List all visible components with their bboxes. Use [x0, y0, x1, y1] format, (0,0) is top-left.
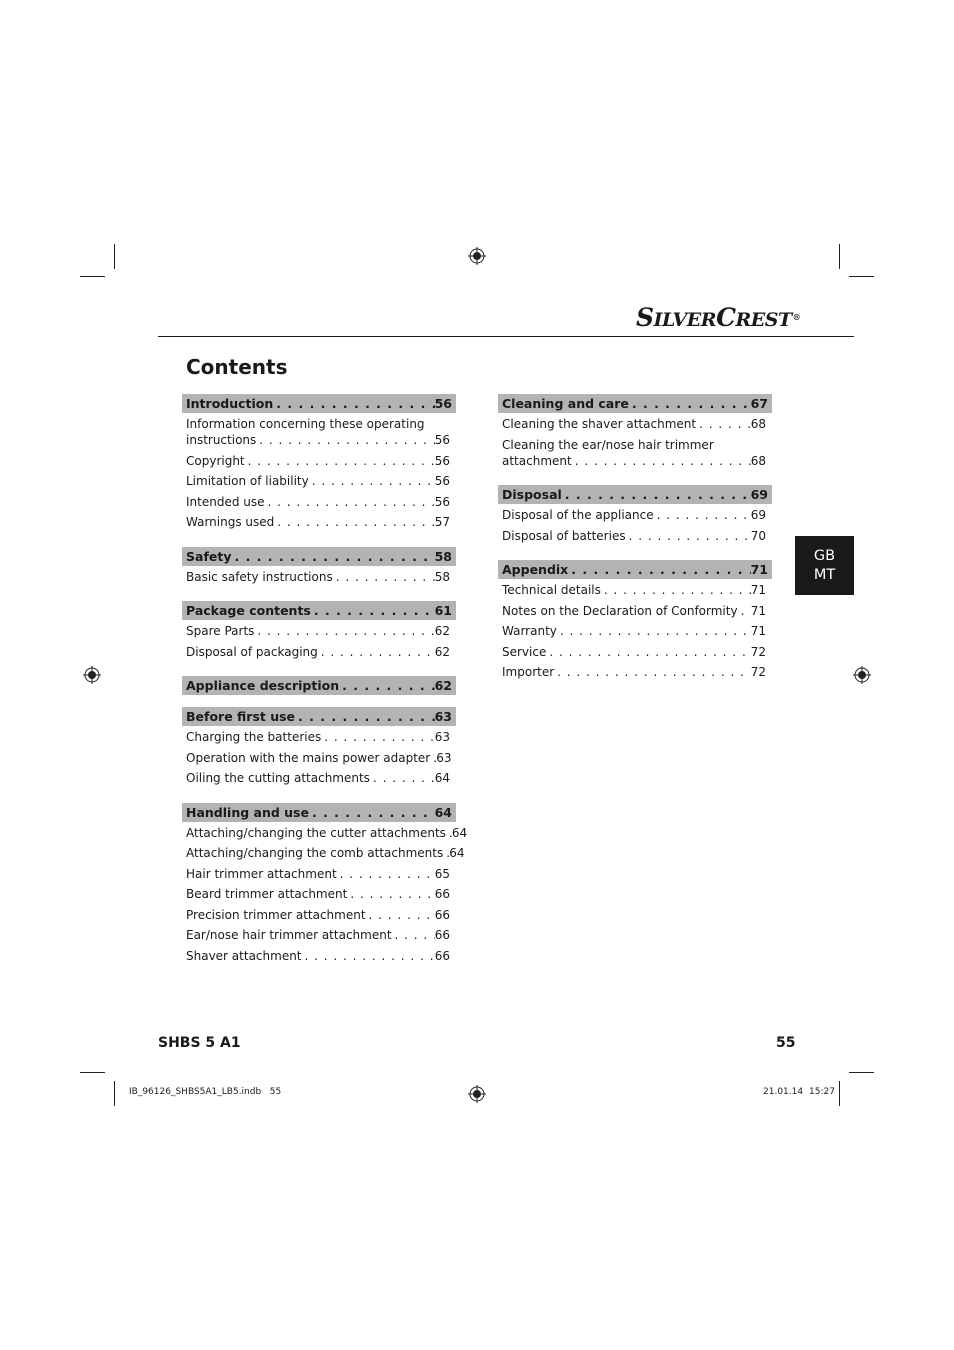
toc-entry[interactable]: [186, 845, 465, 861]
crop-mark: [839, 244, 840, 269]
toc-entry[interactable]: [186, 866, 450, 882]
language-tab: [795, 536, 854, 595]
toc-entry-title: Technical details: [502, 583, 601, 597]
toc-section-page: 71: [750, 562, 768, 577]
toc-entry-title: Notes on the Declaration of Conformity: [502, 603, 738, 618]
toc-entry-title: Intended use: [186, 494, 265, 509]
dot-leader: [273, 396, 434, 411]
dot-leader: [562, 487, 751, 502]
toc-entry-page: 68: [750, 453, 766, 468]
toc-entry-list: [182, 822, 468, 964]
section-gap: [182, 589, 456, 601]
toc-entry[interactable]: [186, 644, 450, 660]
toc-entry-page: 64: [434, 771, 450, 785]
toc-entry-page: 72: [750, 665, 766, 679]
dot-leader: [601, 582, 751, 598]
crop-mark: [114, 1081, 115, 1106]
dot-leader: [245, 453, 435, 469]
toc-entry-list: [182, 620, 456, 660]
dot-leader: [568, 562, 750, 577]
toc-entry-page: 64: [449, 846, 465, 860]
toc-section-page: 58: [434, 548, 452, 564]
dot-leader: [309, 473, 435, 489]
page-number: 55: [776, 1035, 796, 1051]
toc-entry-title-line1: Cleaning the ear/nose hair trimmer: [502, 437, 714, 452]
toc-section-title: Before first use: [186, 709, 296, 724]
dot-leader: [392, 927, 435, 943]
toc-entry-page: 66: [434, 887, 450, 901]
toc-entry-title: Precision trimmer attachment: [186, 907, 366, 922]
toc-entry-page: 56: [434, 494, 450, 509]
toc-entry-page: 56: [434, 474, 450, 488]
registration-mark-icon: [468, 247, 486, 265]
toc-entry[interactable]: [186, 623, 450, 639]
toc-entry-title: Cleaning the shaver attachment: [502, 417, 697, 431]
toc-entry-page: 71: [750, 603, 766, 618]
dot-leader: [347, 886, 434, 902]
toc-section-heading[interactable]: [498, 394, 772, 413]
toc-entry-title: Operation with the mains power adapter: [186, 750, 431, 765]
dot-leader: [339, 678, 434, 693]
toc-entry-title: Warnings used: [186, 515, 275, 529]
toc-entry[interactable]: [502, 623, 766, 639]
toc-entry[interactable]: [502, 664, 766, 680]
dot-leader: [256, 432, 434, 448]
logo-text: ILVER: [653, 309, 717, 331]
toc-entry-title: Attaching/changing the cutter attachments: [186, 825, 446, 840]
section-gap: [498, 473, 772, 485]
toc-entry[interactable]: [502, 528, 766, 544]
toc-entry-list: [498, 579, 772, 680]
toc-entry-list: [182, 566, 456, 585]
toc-entry-title: Charging the batteries: [186, 730, 322, 744]
toc-entry-title: Disposal of batteries: [502, 528, 626, 543]
toc-section-title: Appliance description: [186, 678, 340, 693]
section-gap: [498, 548, 772, 560]
toc-entry-page: 56: [434, 453, 450, 468]
toc-entry-page: 66: [434, 907, 450, 922]
toc-entry-page: 64: [451, 825, 468, 840]
slug-file: IB_96126_SHBS5A1_LB5.indb 55: [129, 1087, 282, 1097]
toc-entry[interactable]: [186, 927, 450, 943]
toc-section-title: Safety: [186, 548, 232, 564]
toc-entry[interactable]: [186, 569, 450, 585]
page-title: Contents: [186, 355, 288, 379]
toc-section-heading[interactable]: [498, 485, 772, 504]
dot-leader: [318, 644, 435, 660]
dot-leader: [337, 866, 435, 882]
toc-entry-list: [498, 413, 772, 469]
dot-leader: [557, 623, 751, 639]
dot-leader: [696, 416, 751, 432]
toc-entry[interactable]: [502, 603, 766, 619]
toc-section-page: 63: [434, 709, 452, 724]
toc-entry-title: Disposal of the appliance: [502, 508, 654, 522]
toc-section-heading[interactable]: [182, 394, 456, 413]
section-gap: [182, 791, 456, 803]
toc-section-heading[interactable]: [182, 547, 456, 566]
section-gap: [182, 695, 456, 707]
toc-entry-title-line2: instructions: [186, 433, 257, 447]
registration-mark-icon: [468, 1085, 486, 1103]
dot-leader: [546, 644, 750, 660]
dot-leader: [254, 623, 434, 639]
brand-logo: [636, 303, 800, 332]
toc-entry[interactable]: [186, 473, 450, 489]
toc-entry-page: 62: [434, 644, 450, 659]
toc-entry[interactable]: [186, 750, 450, 766]
language-code: GB: [813, 548, 836, 564]
toc-section-heading[interactable]: [182, 601, 456, 620]
toc-entry[interactable]: [186, 453, 450, 469]
toc-entry[interactable]: [186, 948, 450, 964]
toc-entry-page: 62: [434, 624, 450, 638]
dot-leader: [654, 507, 751, 523]
toc-right-column: [498, 394, 772, 685]
toc-entry-page: 63: [434, 730, 450, 744]
toc-entry-title: Disposal of packaging: [186, 644, 318, 659]
toc-entry[interactable]: [186, 886, 450, 902]
toc-entry[interactable]: [502, 416, 766, 432]
logo-text: REST: [735, 309, 792, 331]
dot-leader: [274, 514, 434, 530]
toc-entry[interactable]: [186, 770, 450, 786]
language-code: MT: [813, 567, 836, 583]
toc-entry-title: Hair trimmer attachment: [186, 866, 337, 881]
header-rule: [158, 336, 854, 337]
toc-entry[interactable]: [502, 437, 766, 469]
toc-entry-page: 68: [750, 417, 766, 431]
registration-mark-icon: [83, 666, 101, 684]
dot-leader: [309, 805, 435, 820]
dot-leader: [295, 709, 435, 724]
toc-entry-list: [498, 504, 772, 544]
toc-entry-title: Basic safety instructions: [186, 569, 333, 584]
toc-section-page: 67: [750, 396, 768, 411]
toc-section-title: Package contents: [186, 603, 311, 618]
slug-date: 21.01.14: [763, 1087, 804, 1097]
toc-entry[interactable]: [502, 507, 766, 523]
section-gap: [182, 664, 456, 676]
toc-entry-title: Shaver attachment: [186, 948, 302, 963]
dot-leader: [554, 664, 751, 680]
toc-entry-page: 56: [434, 433, 450, 447]
dot-leader: [572, 453, 751, 469]
toc-entry-title: Spare Parts: [186, 624, 255, 638]
toc-section-heading[interactable]: [182, 803, 456, 822]
dot-leader: [265, 494, 435, 510]
dot-leader: [333, 569, 435, 585]
toc-entry-page: 69: [750, 508, 766, 522]
toc-entry-page: 72: [750, 644, 766, 659]
logo-letter: S: [636, 303, 654, 332]
slug-time: 15:27: [809, 1087, 835, 1097]
toc-entry[interactable]: [502, 582, 766, 598]
toc-section-heading[interactable]: [182, 676, 456, 695]
toc-entry-title: Attaching/changing the comb attachments: [186, 846, 444, 860]
dot-leader: [629, 396, 751, 411]
registered-mark: ®: [792, 311, 801, 322]
toc-entry[interactable]: [502, 644, 766, 660]
section-gap: [182, 535, 456, 547]
toc-section-page: 62: [434, 678, 452, 693]
toc-entry-page: 65: [434, 866, 450, 881]
toc-section-title: Introduction: [186, 396, 274, 411]
toc-entry-title: Copyright: [186, 453, 245, 468]
dot-leader: [302, 948, 435, 964]
toc-section-title: Handling and use: [186, 804, 309, 820]
dot-leader: [366, 907, 435, 923]
toc-entry-title: Importer: [502, 665, 555, 679]
toc-section-page: 61: [434, 603, 452, 618]
toc-entry-page: 57: [434, 515, 450, 529]
toc-section-title: Appendix: [502, 562, 569, 577]
toc-entry-list: [182, 726, 456, 786]
toc-entry-page: 58: [434, 569, 450, 584]
registration-mark-icon: [853, 666, 871, 684]
dot-leader: [321, 729, 434, 745]
toc-section-heading[interactable]: [182, 707, 456, 726]
dot-leader: [738, 603, 751, 619]
toc-entry-list: [182, 413, 456, 530]
toc-entry[interactable]: [186, 494, 450, 510]
toc-entry-page: 66: [434, 928, 450, 942]
dot-leader: [626, 528, 751, 544]
toc-entry[interactable]: [186, 514, 450, 530]
toc-entry-title: Beard trimmer attachment: [186, 887, 348, 901]
toc-section-title: Disposal: [502, 487, 562, 502]
toc-entry-line2: [502, 453, 766, 469]
toc-entry-page: 71: [750, 583, 766, 597]
toc-entry-page: 70: [750, 528, 766, 543]
toc-entry-title-line2: attachment: [502, 453, 572, 468]
model-number: SHBS 5 A1: [158, 1035, 241, 1051]
crop-mark: [839, 1081, 840, 1106]
crop-mark: [849, 1072, 874, 1073]
toc-section-heading[interactable]: [498, 560, 772, 579]
toc-entry[interactable]: [186, 416, 450, 448]
toc-section-page: 64: [434, 804, 452, 820]
toc-entry[interactable]: [186, 825, 468, 841]
dot-leader: [370, 770, 435, 786]
toc-section-title: Cleaning and care: [502, 396, 629, 411]
toc-entry-title: Ear/nose hair trimmer attachment: [186, 928, 392, 942]
dot-leader: [231, 549, 434, 564]
toc-entry-page: 63: [436, 750, 452, 765]
crop-mark: [80, 276, 105, 277]
toc-entry-line2: [186, 432, 450, 448]
toc-left-column: [182, 394, 468, 968]
toc-entry-title: Warranty: [502, 624, 557, 638]
toc-entry-page: 66: [434, 948, 450, 963]
toc-entry-title: Service: [502, 644, 547, 659]
crop-mark: [114, 244, 115, 269]
crop-mark: [849, 276, 874, 277]
toc-entry-title-line1: Information concerning these operating: [186, 417, 425, 431]
toc-entry[interactable]: [186, 907, 450, 923]
toc-entry-title: Oiling the cutting attachments: [186, 771, 370, 785]
toc-section-page: 56: [434, 396, 452, 411]
dot-leader: [311, 603, 435, 618]
toc-entry-page: 71: [750, 624, 766, 638]
toc-section-page: 69: [750, 487, 768, 502]
logo-letter: C: [716, 303, 736, 332]
toc-entry-title: Limitation of liability: [186, 474, 309, 488]
toc-entry[interactable]: [186, 729, 450, 745]
crop-mark: [80, 1072, 105, 1073]
